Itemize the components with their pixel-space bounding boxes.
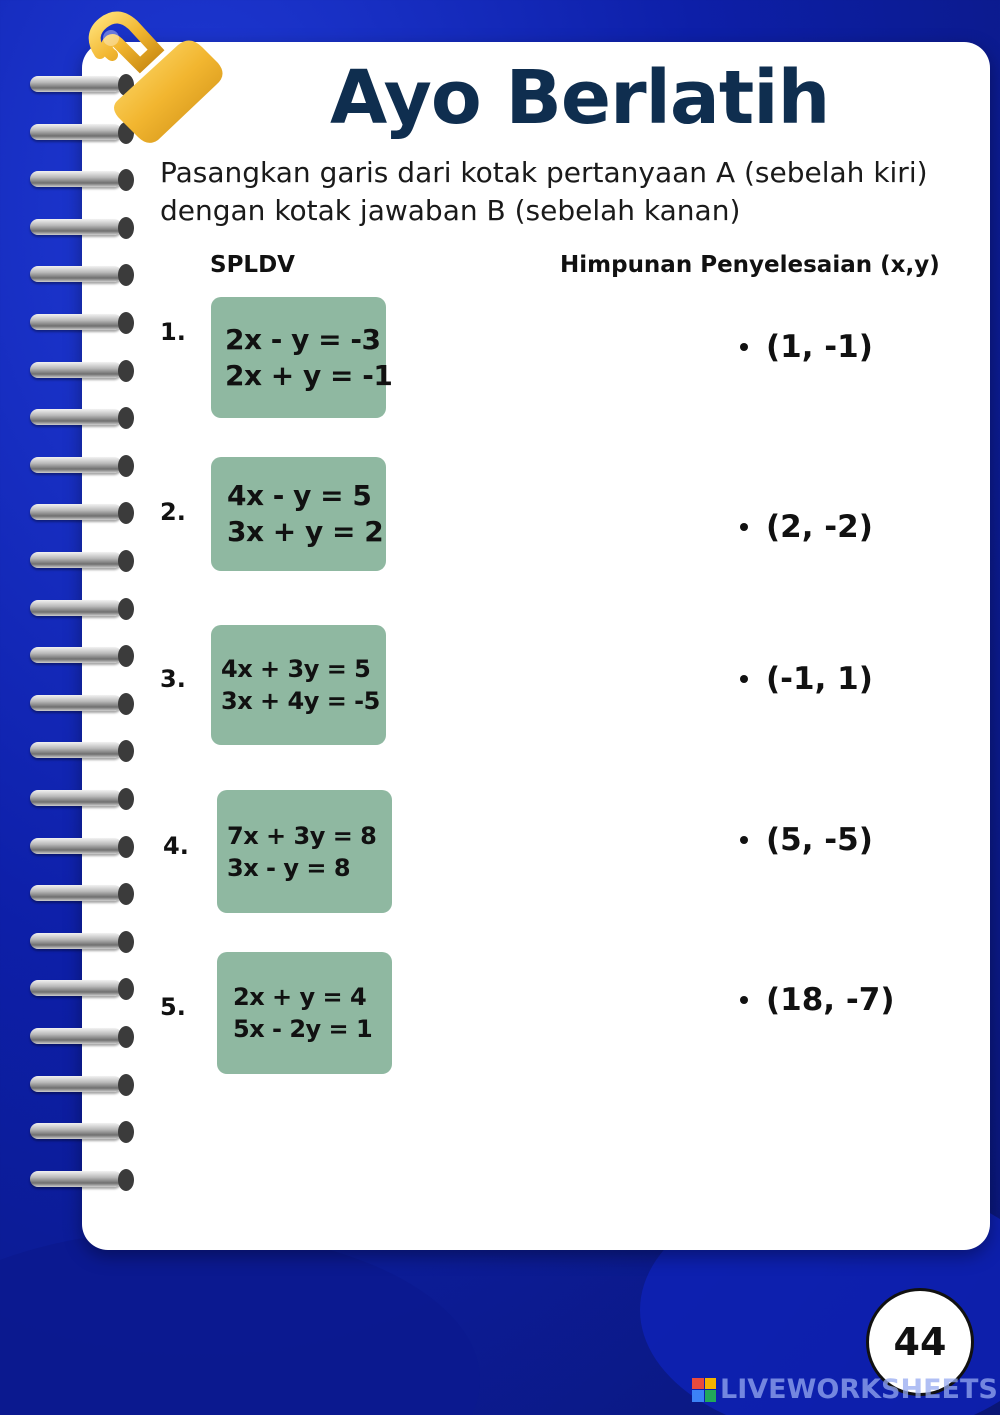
answer-label: (-1, 1): [766, 661, 873, 697]
spiral-coil: [30, 165, 132, 195]
spiral-coil: [30, 308, 132, 338]
question-number: 2.: [160, 498, 186, 526]
answer-label: (18, -7): [766, 982, 895, 1018]
spiral-coil: [30, 689, 132, 719]
equation-line: 4x - y = 5: [227, 479, 372, 512]
equation-line: 3x + y = 2: [227, 515, 384, 548]
equation-line: 2x - y = -3: [225, 322, 381, 356]
bullet-dot-icon: [740, 675, 748, 683]
bullet-dot-icon: [740, 343, 748, 351]
equation-line: 2x + y = 4: [233, 983, 367, 1011]
spiral-coil: [30, 498, 132, 528]
liveworksheets-logo-icon: [692, 1378, 716, 1402]
question-number: 3.: [160, 665, 186, 693]
answer-option-5[interactable]: [740, 982, 894, 1018]
question-number: 4.: [163, 832, 189, 860]
answer-label: (2, -2): [766, 509, 873, 545]
spiral-coil: [30, 974, 132, 1004]
spiral-coil: [30, 1165, 132, 1195]
answer-option-1[interactable]: [740, 329, 873, 365]
equation-line: 5x - 2y = 1: [233, 1015, 373, 1043]
page-title: Ayo Berlatih: [330, 55, 830, 141]
spiral-coil: [30, 879, 132, 909]
spiral-coil: [30, 1022, 132, 1052]
equation-line: 4x + 3y = 5: [221, 655, 371, 683]
equation-line: 3x - y = 8: [227, 853, 351, 882]
spiral-coil: [30, 546, 132, 576]
background-wave: [0, 1230, 480, 1415]
bullet-dot-icon: [740, 996, 748, 1004]
spiral-binding: [30, 70, 135, 1210]
answer-label: (1, -1): [766, 329, 873, 365]
page-number: 44: [866, 1288, 974, 1396]
answer-label: (5, -5): [766, 822, 873, 858]
spiral-coil: [30, 1117, 132, 1147]
column-header-spldv: SPLDV: [210, 252, 295, 278]
bullet-dot-icon: [740, 523, 748, 531]
spiral-coil: [30, 260, 132, 290]
watermark: [692, 1374, 998, 1405]
column-header-solution: Himpunan Penyelesaian (x,y): [560, 252, 940, 278]
watermark-text: LIVEWORKSHEETS: [720, 1374, 998, 1405]
spiral-coil: [30, 213, 132, 243]
binder-clip-icon: [78, 5, 228, 155]
instruction-text: Pasangkan garis dari kotak pertanyaan A (sebelah kiri) dengan kotak jawaban B (sebelah kanan): [160, 156, 928, 227]
answer-option-3[interactable]: [740, 661, 873, 697]
spiral-coil: [30, 736, 132, 766]
spiral-coil: [30, 641, 132, 671]
spiral-coil: [30, 784, 132, 814]
question-box-3[interactable]: [211, 625, 386, 745]
spiral-coil: [30, 356, 132, 386]
question-box-4[interactable]: [217, 790, 392, 913]
spiral-coil: [30, 927, 132, 957]
bullet-dot-icon: [740, 836, 748, 844]
spiral-coil: [30, 594, 132, 624]
spiral-coil: [30, 403, 132, 433]
question-box-5[interactable]: [217, 952, 392, 1074]
answer-option-2[interactable]: [740, 509, 873, 545]
question-box-1[interactable]: [211, 297, 393, 418]
spiral-coil: [30, 832, 132, 862]
question-number: 5.: [160, 993, 186, 1021]
spiral-coil: [30, 1070, 132, 1100]
answer-option-4[interactable]: [740, 822, 873, 858]
question-box-2[interactable]: [211, 457, 386, 571]
question-number: 1.: [160, 318, 186, 346]
equation-line: 3x + 4y = -5: [221, 687, 380, 715]
spiral-coil: [30, 451, 132, 481]
equation-line: 7x + 3y = 8: [227, 821, 377, 850]
equation-line: 2x + y = -1: [225, 358, 393, 392]
